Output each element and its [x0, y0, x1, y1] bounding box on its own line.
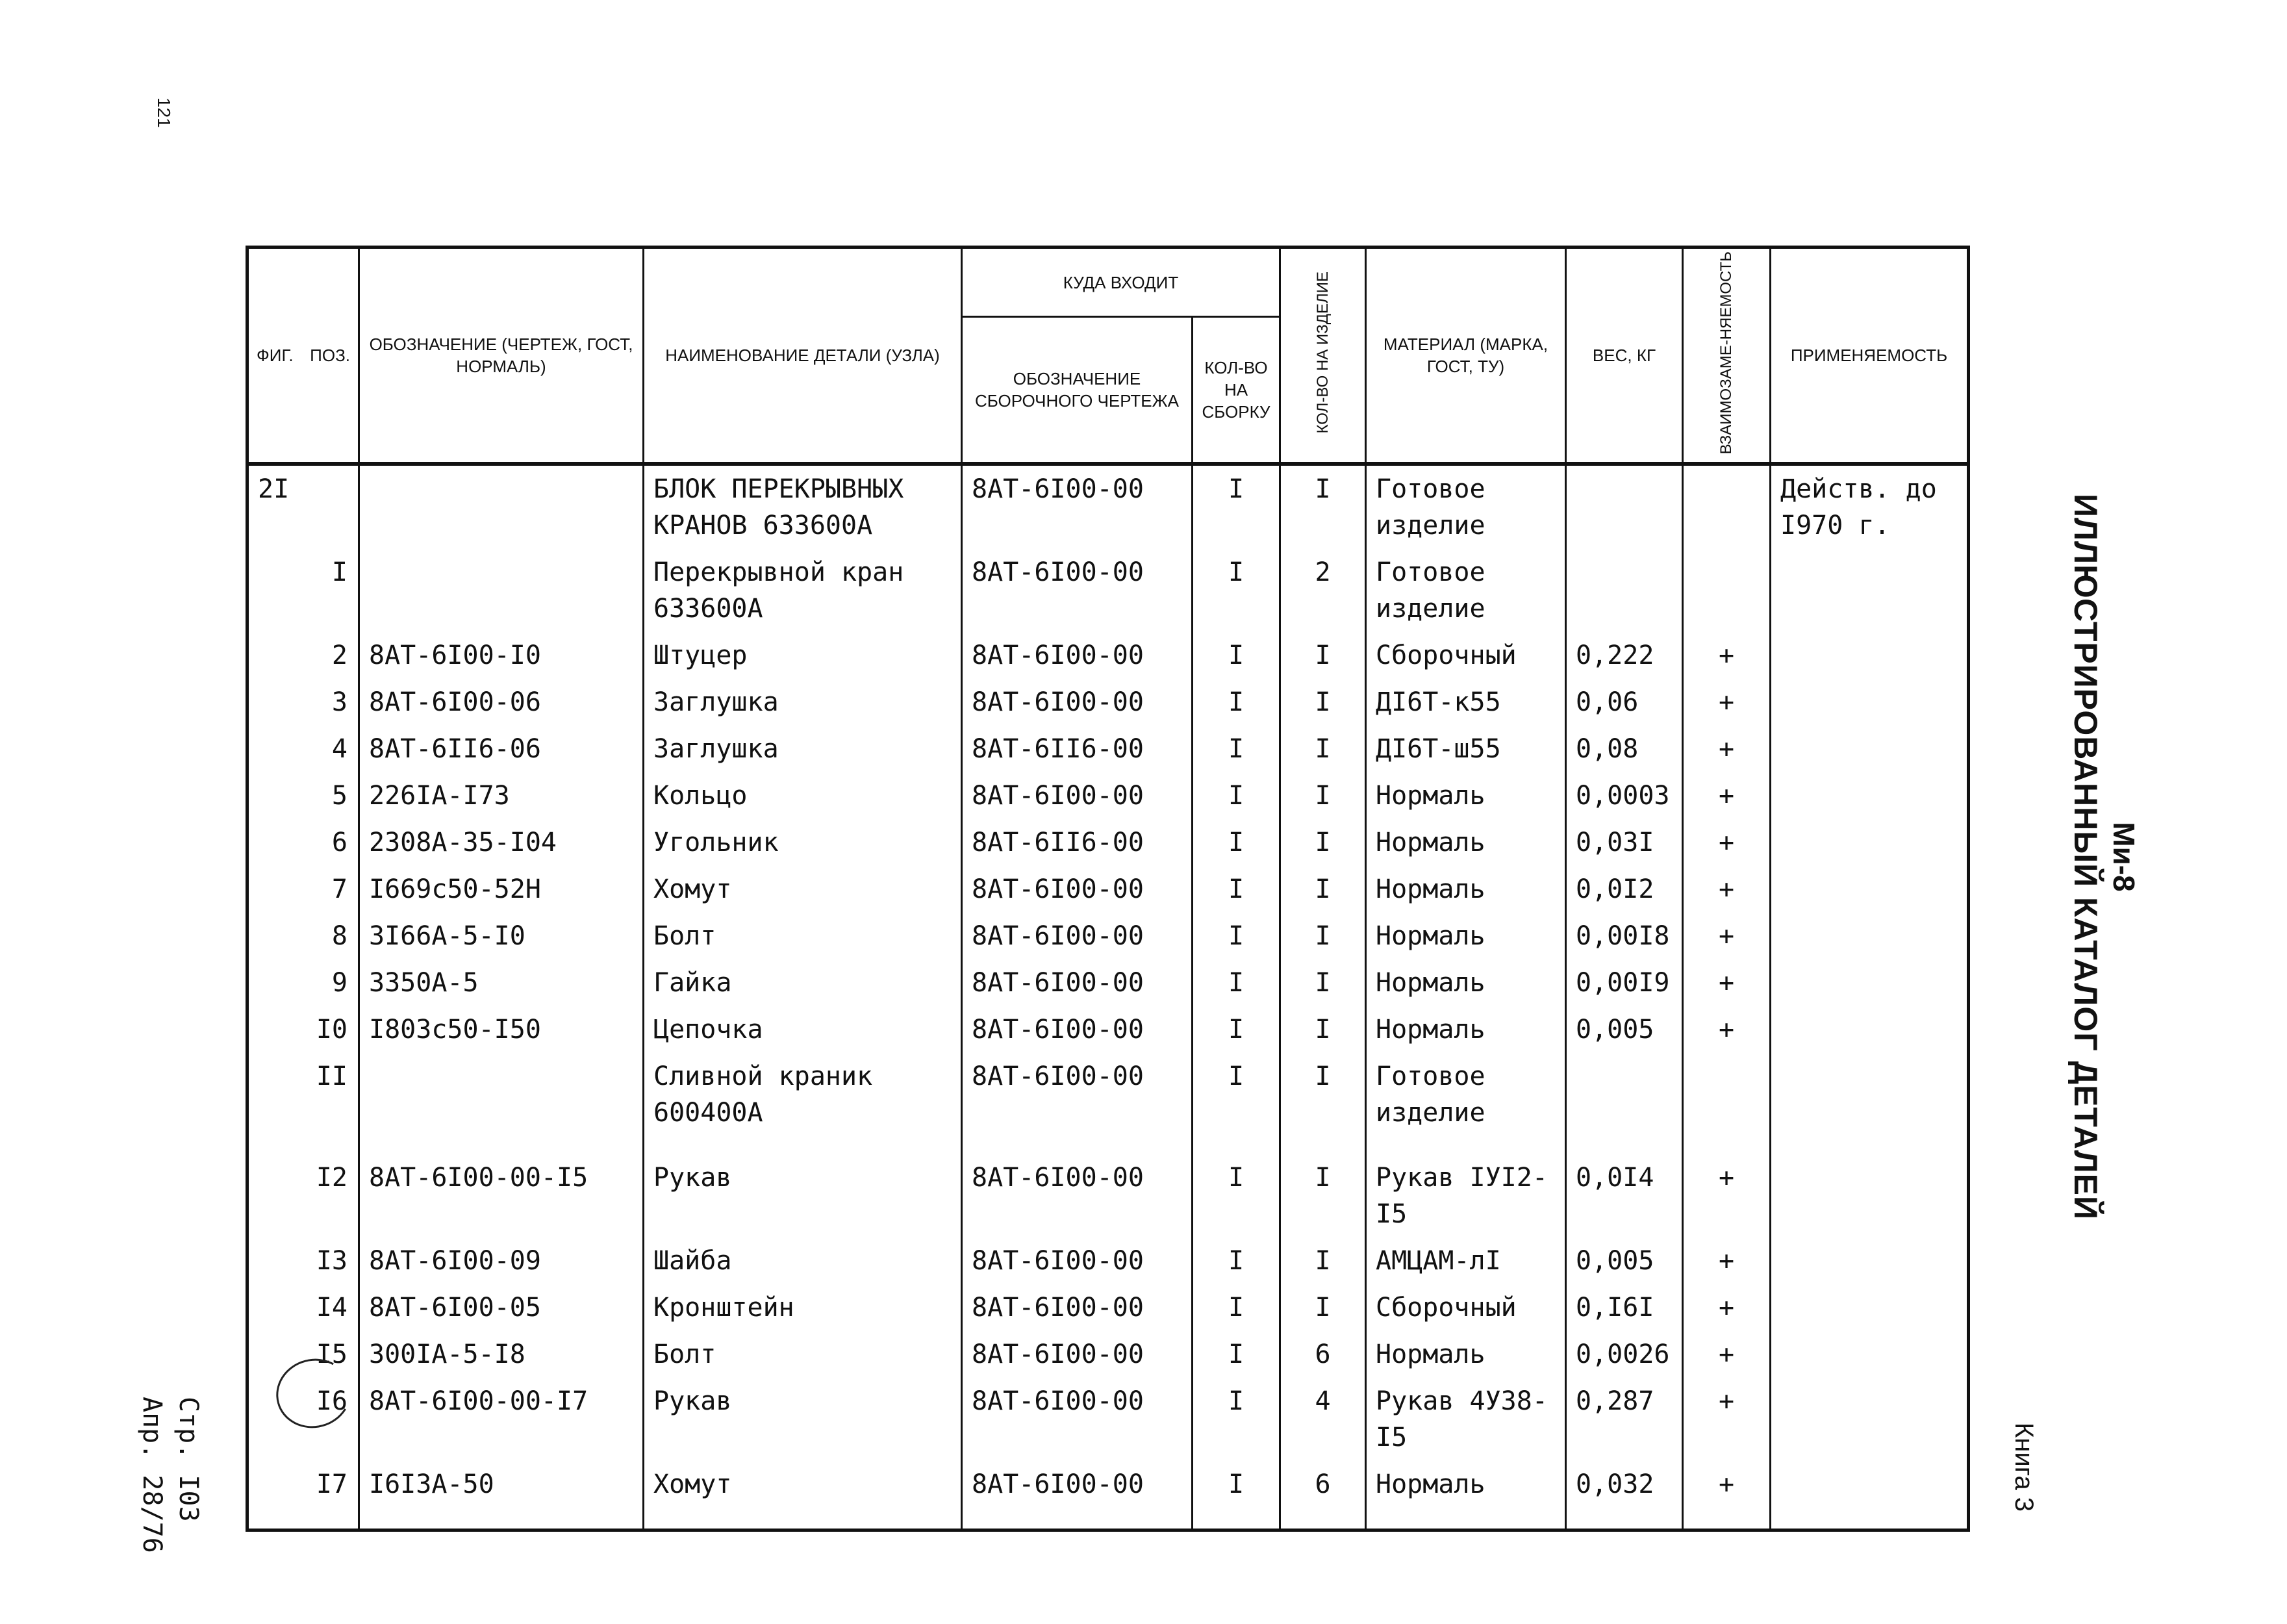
- row-qty-per-product: I: [1280, 726, 1366, 772]
- catalog-side-title: [2066, 494, 2142, 1220]
- row-designation: 3I66А-5-I0: [359, 913, 644, 959]
- table-row: [247, 819, 1969, 866]
- row-position: 4: [331, 734, 347, 765]
- row-fig-pos: [247, 464, 359, 549]
- row-material: ДI6Т-ш55: [1366, 726, 1566, 772]
- row-applicability: [1771, 866, 1969, 913]
- row-qty-per-product: 4: [1280, 1378, 1366, 1461]
- row-weight: 0,08: [1566, 726, 1683, 772]
- row-qty-per-product: I: [1280, 464, 1366, 549]
- row-interchangeability: +: [1683, 1331, 1771, 1378]
- row-qty-per-product: 6: [1280, 1461, 1366, 1530]
- header-material: МАТЕРИАЛ (МАРКА, ГОСТ, ТУ): [1366, 247, 1566, 464]
- row-weight: 0,0026: [1566, 1331, 1683, 1378]
- row-material: Нормаль: [1366, 1331, 1566, 1378]
- row-material: Нормаль: [1366, 819, 1566, 866]
- row-designation: 8АТ-6I00-06: [359, 679, 644, 726]
- row-material: Нормаль: [1366, 772, 1566, 819]
- header-assembly-designation: ОБОЗНАЧЕНИЕ СБОРОЧНОГО ЧЕРТЕЖА: [962, 317, 1193, 464]
- row-assembly-designation: 8АТ-6I00-00: [962, 1284, 1193, 1331]
- row-interchangeability: +: [1683, 819, 1771, 866]
- row-assembly-designation: 8АТ-6I00-00: [962, 464, 1193, 549]
- row-qty-per-assembly: I: [1193, 679, 1280, 726]
- row-interchangeability: +: [1683, 1237, 1771, 1284]
- row-qty-per-assembly: I: [1193, 549, 1280, 632]
- row-applicability: [1771, 679, 1969, 726]
- header-pos: ПОЗ.: [310, 346, 350, 366]
- row-fig-pos: [247, 959, 359, 1006]
- row-position: 9: [331, 968, 347, 998]
- row-designation: 8АТ-6II6-06: [359, 726, 644, 772]
- row-interchangeability: +: [1683, 1006, 1771, 1053]
- row-qty-per-assembly: I: [1193, 1053, 1280, 1154]
- row-part-name: Болт: [644, 1331, 962, 1378]
- table-row: [247, 913, 1969, 959]
- row-qty-per-product: I: [1280, 819, 1366, 866]
- book-label: Книга 3: [2010, 1423, 2038, 1512]
- row-material: Готовое изделие: [1366, 1053, 1566, 1154]
- page-ref-line1: Стр. I03: [173, 1397, 203, 1522]
- row-part-name: Угольник: [644, 819, 962, 866]
- row-designation: 8АТ-6I00-00-I5: [359, 1154, 644, 1237]
- row-interchangeability: +: [1683, 726, 1771, 772]
- table-row: [247, 1006, 1969, 1053]
- row-weight: 0,287: [1566, 1378, 1683, 1461]
- table-row: [247, 726, 1969, 772]
- row-part-name: Хомут: [644, 866, 962, 913]
- row-interchangeability: +: [1683, 679, 1771, 726]
- row-qty-per-product: I: [1280, 959, 1366, 1006]
- table-row: [247, 1461, 1969, 1530]
- header-where-used: КУДА ВХОДИТ: [962, 247, 1280, 317]
- row-interchangeability: +: [1683, 1154, 1771, 1237]
- row-material: Нормаль: [1366, 866, 1566, 913]
- row-position: I3: [316, 1246, 347, 1276]
- row-assembly-designation: 8АТ-6I00-00: [962, 549, 1193, 632]
- row-fig-pos: [247, 866, 359, 913]
- row-weight: 0,03I: [1566, 819, 1683, 866]
- row-qty-per-product: I: [1280, 679, 1366, 726]
- row-weight: 0,005: [1566, 1006, 1683, 1053]
- row-qty-per-product: 6: [1280, 1331, 1366, 1378]
- row-material: Сборочный: [1366, 632, 1566, 679]
- row-position: 2: [331, 641, 347, 671]
- table-row: [247, 464, 1969, 549]
- row-designation: [359, 549, 644, 632]
- row-fig-pos: [247, 1006, 359, 1053]
- row-fig-pos: [247, 772, 359, 819]
- table-row: [247, 1154, 1969, 1237]
- row-interchangeability: [1683, 1053, 1771, 1154]
- row-part-name: Гайка: [644, 959, 962, 1006]
- table-row: [247, 866, 1969, 913]
- row-assembly-designation: 8АТ-6I00-00: [962, 772, 1193, 819]
- header-fig-pos: [247, 247, 359, 464]
- row-weight: 0,222: [1566, 632, 1683, 679]
- row-qty-per-product: I: [1280, 772, 1366, 819]
- row-material: Нормаль: [1366, 959, 1566, 1006]
- row-designation: [359, 1053, 644, 1154]
- row-part-name: Рукав: [644, 1378, 962, 1461]
- row-designation: 8АТ-6I00-00-I7: [359, 1378, 644, 1461]
- row-weight: 0,0003: [1566, 772, 1683, 819]
- row-position: 3: [331, 687, 347, 718]
- row-applicability: [1771, 1006, 1969, 1053]
- row-fig-pos: [247, 1461, 359, 1530]
- row-part-name: Шайба: [644, 1237, 962, 1284]
- row-fig-pos: [247, 726, 359, 772]
- row-assembly-designation: 8АТ-6I00-00: [962, 1331, 1193, 1378]
- header-name: НАИМЕНОВАНИЕ ДЕТАЛИ (УЗЛА): [644, 247, 962, 464]
- row-part-name: Штуцер: [644, 632, 962, 679]
- header-interchangeability: ВЗАИМОЗАМЕ-НЯЕМОСТЬ: [1683, 247, 1771, 464]
- row-applicability: [1771, 1284, 1969, 1331]
- row-designation: 8АТ-6I00-09: [359, 1237, 644, 1284]
- row-assembly-designation: 8АТ-6I00-00: [962, 866, 1193, 913]
- row-applicability: [1771, 1331, 1969, 1378]
- row-assembly-designation: 8АТ-6I00-00: [962, 1237, 1193, 1284]
- row-applicability: [1771, 549, 1969, 632]
- row-assembly-designation: 8АТ-6I00-00: [962, 959, 1193, 1006]
- row-fig-pos: [247, 1284, 359, 1331]
- row-material: Готовое изделие: [1366, 464, 1566, 549]
- header-qty-per-assembly: КОЛ-ВО НА СБОРКУ: [1193, 317, 1280, 464]
- row-assembly-designation: 8АТ-6I00-00: [962, 632, 1193, 679]
- row-qty-per-product: I: [1280, 913, 1366, 959]
- row-weight: 0,005: [1566, 1237, 1683, 1284]
- row-assembly-designation: 8АТ-6I00-00: [962, 913, 1193, 959]
- table-row: [247, 1378, 1969, 1461]
- row-qty-per-assembly: I: [1193, 1284, 1280, 1331]
- table-body: [247, 464, 1969, 1530]
- row-applicability: [1771, 632, 1969, 679]
- row-assembly-designation: 8АТ-6I00-00: [962, 1461, 1193, 1530]
- row-part-name: Кольцо: [644, 772, 962, 819]
- row-designation: I6I3А-50: [359, 1461, 644, 1530]
- table-row: [247, 679, 1969, 726]
- row-part-name: Перекрывной кран 633600А: [644, 549, 962, 632]
- row-assembly-designation: 8АТ-6I00-00: [962, 1006, 1193, 1053]
- row-qty-per-assembly: I: [1193, 1237, 1280, 1284]
- row-position: 8: [331, 921, 347, 952]
- row-interchangeability: +: [1683, 1284, 1771, 1331]
- row-material: АМЦАМ-лI: [1366, 1237, 1566, 1284]
- row-qty-per-product: I: [1280, 1284, 1366, 1331]
- header-applicability: ПРИМЕНЯЕМОСТЬ: [1771, 247, 1969, 464]
- row-weight: 0,00I9: [1566, 959, 1683, 1006]
- row-designation: 3350А-5: [359, 959, 644, 1006]
- row-fig-pos: [247, 913, 359, 959]
- row-position: I0: [316, 1015, 347, 1045]
- row-applicability: [1771, 1154, 1969, 1237]
- row-fig-pos: [247, 819, 359, 866]
- row-designation: 300IА-5-I8: [359, 1331, 644, 1378]
- row-position: 5: [331, 781, 347, 811]
- row-position: I2: [316, 1163, 347, 1193]
- parts-catalog-table: [246, 246, 1970, 1532]
- table-row: [247, 1284, 1969, 1331]
- header-weight: ВЕС, КГ: [1566, 247, 1683, 464]
- row-designation: 226IА-I73: [359, 772, 644, 819]
- row-weight: [1566, 464, 1683, 549]
- row-fig-pos: [247, 679, 359, 726]
- row-position: 6: [331, 828, 347, 858]
- row-part-name: Заглушка: [644, 679, 962, 726]
- row-position: I7: [316, 1469, 347, 1500]
- row-part-name: Заглушка: [644, 726, 962, 772]
- header-qty-per-product: КОЛ-ВО НА ИЗДЕЛИЕ: [1280, 247, 1366, 464]
- row-material: Нормаль: [1366, 913, 1566, 959]
- page-number-top: 121: [154, 97, 174, 128]
- row-qty-per-assembly: I: [1193, 819, 1280, 866]
- row-applicability: [1771, 959, 1969, 1006]
- row-qty-per-product: I: [1280, 1053, 1366, 1154]
- table-row: [247, 959, 1969, 1006]
- row-weight: 0,0I4: [1566, 1154, 1683, 1237]
- row-assembly-designation: 8АТ-6I00-00: [962, 1378, 1193, 1461]
- row-weight: 0,06: [1566, 679, 1683, 726]
- table-row: [247, 549, 1969, 632]
- row-weight: 0,00I8: [1566, 913, 1683, 959]
- table-row: [247, 772, 1969, 819]
- row-part-name: Кронштейн: [644, 1284, 962, 1331]
- row-designation: I669с50-52Н: [359, 866, 644, 913]
- row-position: 7: [331, 874, 347, 905]
- catalog-title: ИЛЛЮСТРИРОВАННЫЙ КАТАЛОГ ДЕТАЛЕЙ: [2067, 494, 2104, 1220]
- row-applicability: [1771, 1237, 1969, 1284]
- row-assembly-designation: 8АТ-6I00-00: [962, 679, 1193, 726]
- row-qty-per-assembly: I: [1193, 632, 1280, 679]
- row-qty-per-assembly: I: [1193, 1006, 1280, 1053]
- row-applicability: [1771, 1053, 1969, 1154]
- row-designation: I803с50-I50: [359, 1006, 644, 1053]
- row-part-name: Сливной краник 600400А: [644, 1053, 962, 1154]
- row-interchangeability: [1683, 464, 1771, 549]
- row-qty-per-assembly: I: [1193, 726, 1280, 772]
- row-part-name: Рукав: [644, 1154, 962, 1237]
- row-part-name: Болт: [644, 913, 962, 959]
- row-material: Нормаль: [1366, 1461, 1566, 1530]
- row-position: I4: [316, 1293, 347, 1323]
- row-interchangeability: +: [1683, 1461, 1771, 1530]
- table-row: [247, 632, 1969, 679]
- row-qty-per-assembly: I: [1193, 1461, 1280, 1530]
- row-assembly-designation: 8АТ-6II6-00: [962, 819, 1193, 866]
- row-weight: [1566, 1053, 1683, 1154]
- row-applicability: Действ. до I970 г.: [1771, 464, 1969, 549]
- row-designation: [359, 464, 644, 549]
- table-row: [247, 1331, 1969, 1378]
- row-part-name: Хомут: [644, 1461, 962, 1530]
- row-weight: [1566, 549, 1683, 632]
- row-applicability: [1771, 1378, 1969, 1461]
- row-applicability: [1771, 1461, 1969, 1530]
- row-designation: 8АТ-6I00-I0: [359, 632, 644, 679]
- row-interchangeability: +: [1683, 772, 1771, 819]
- row-interchangeability: +: [1683, 959, 1771, 1006]
- row-qty-per-assembly: I: [1193, 1154, 1280, 1237]
- row-material: Рукав 4У38-I5: [1366, 1378, 1566, 1461]
- row-interchangeability: +: [1683, 866, 1771, 913]
- row-qty-per-assembly: I: [1193, 772, 1280, 819]
- row-weight: 0,I6I: [1566, 1284, 1683, 1331]
- row-assembly-designation: 8АТ-6I00-00: [962, 1154, 1193, 1237]
- row-position: I: [331, 557, 347, 588]
- row-qty-per-product: I: [1280, 866, 1366, 913]
- row-part-name: БЛОК ПЕРЕКРЫВНЫХ КРАНОВ 633600А: [644, 464, 962, 549]
- row-fig-pos: [247, 1237, 359, 1284]
- table-row: [247, 1053, 1969, 1154]
- row-interchangeability: +: [1683, 1378, 1771, 1461]
- row-designation: 2308А-35-I04: [359, 819, 644, 866]
- row-applicability: [1771, 772, 1969, 819]
- header-designation: ОБОЗНАЧЕНИЕ (ЧЕРТЕЖ, ГОСТ, НОРМАЛЬ): [359, 247, 644, 464]
- row-material: Рукав IУI2-I5: [1366, 1154, 1566, 1237]
- row-material: Готовое изделие: [1366, 549, 1566, 632]
- row-weight: 0,0I2: [1566, 866, 1683, 913]
- row-applicability: [1771, 726, 1969, 772]
- row-designation: 8АТ-6I00-05: [359, 1284, 644, 1331]
- row-qty-per-product: I: [1280, 632, 1366, 679]
- row-interchangeability: +: [1683, 913, 1771, 959]
- table-header: [247, 247, 1969, 464]
- row-fig-pos: [247, 632, 359, 679]
- row-qty-per-assembly: I: [1193, 866, 1280, 913]
- row-qty-per-assembly: I: [1193, 464, 1280, 549]
- aircraft-model: Ми-8: [2107, 822, 2141, 892]
- row-interchangeability: +: [1683, 632, 1771, 679]
- row-material: Нормаль: [1366, 1006, 1566, 1053]
- row-fig-pos: [247, 1154, 359, 1237]
- header-fig: ФИГ.: [257, 346, 294, 366]
- row-interchangeability: [1683, 549, 1771, 632]
- row-applicability: [1771, 913, 1969, 959]
- table-row: [247, 1237, 1969, 1284]
- page-ref-line2: Апр. 28/76: [137, 1397, 167, 1553]
- row-qty-per-assembly: I: [1193, 1378, 1280, 1461]
- row-qty-per-assembly: I: [1193, 1331, 1280, 1378]
- row-fig-pos: [247, 1053, 359, 1154]
- row-weight: 0,032: [1566, 1461, 1683, 1530]
- row-fig: 2I: [258, 474, 290, 505]
- row-qty-per-product: 2: [1280, 549, 1366, 632]
- row-assembly-designation: 8АТ-6I00-00: [962, 1053, 1193, 1154]
- row-assembly-designation: 8АТ-6II6-00: [962, 726, 1193, 772]
- row-qty-per-assembly: I: [1193, 913, 1280, 959]
- row-position: II: [316, 1061, 347, 1092]
- row-position: I5: [316, 1339, 347, 1370]
- row-qty-per-assembly: I: [1193, 959, 1280, 1006]
- row-material: ДI6Т-к55: [1366, 679, 1566, 726]
- row-qty-per-product: I: [1280, 1237, 1366, 1284]
- row-qty-per-product: I: [1280, 1006, 1366, 1053]
- row-applicability: [1771, 819, 1969, 866]
- row-part-name: Цепочка: [644, 1006, 962, 1053]
- row-material: Сборочный: [1366, 1284, 1566, 1331]
- page-reference: [134, 1397, 207, 1553]
- row-qty-per-product: I: [1280, 1154, 1366, 1237]
- row-position: I6: [316, 1386, 347, 1417]
- row-fig-pos: [247, 549, 359, 632]
